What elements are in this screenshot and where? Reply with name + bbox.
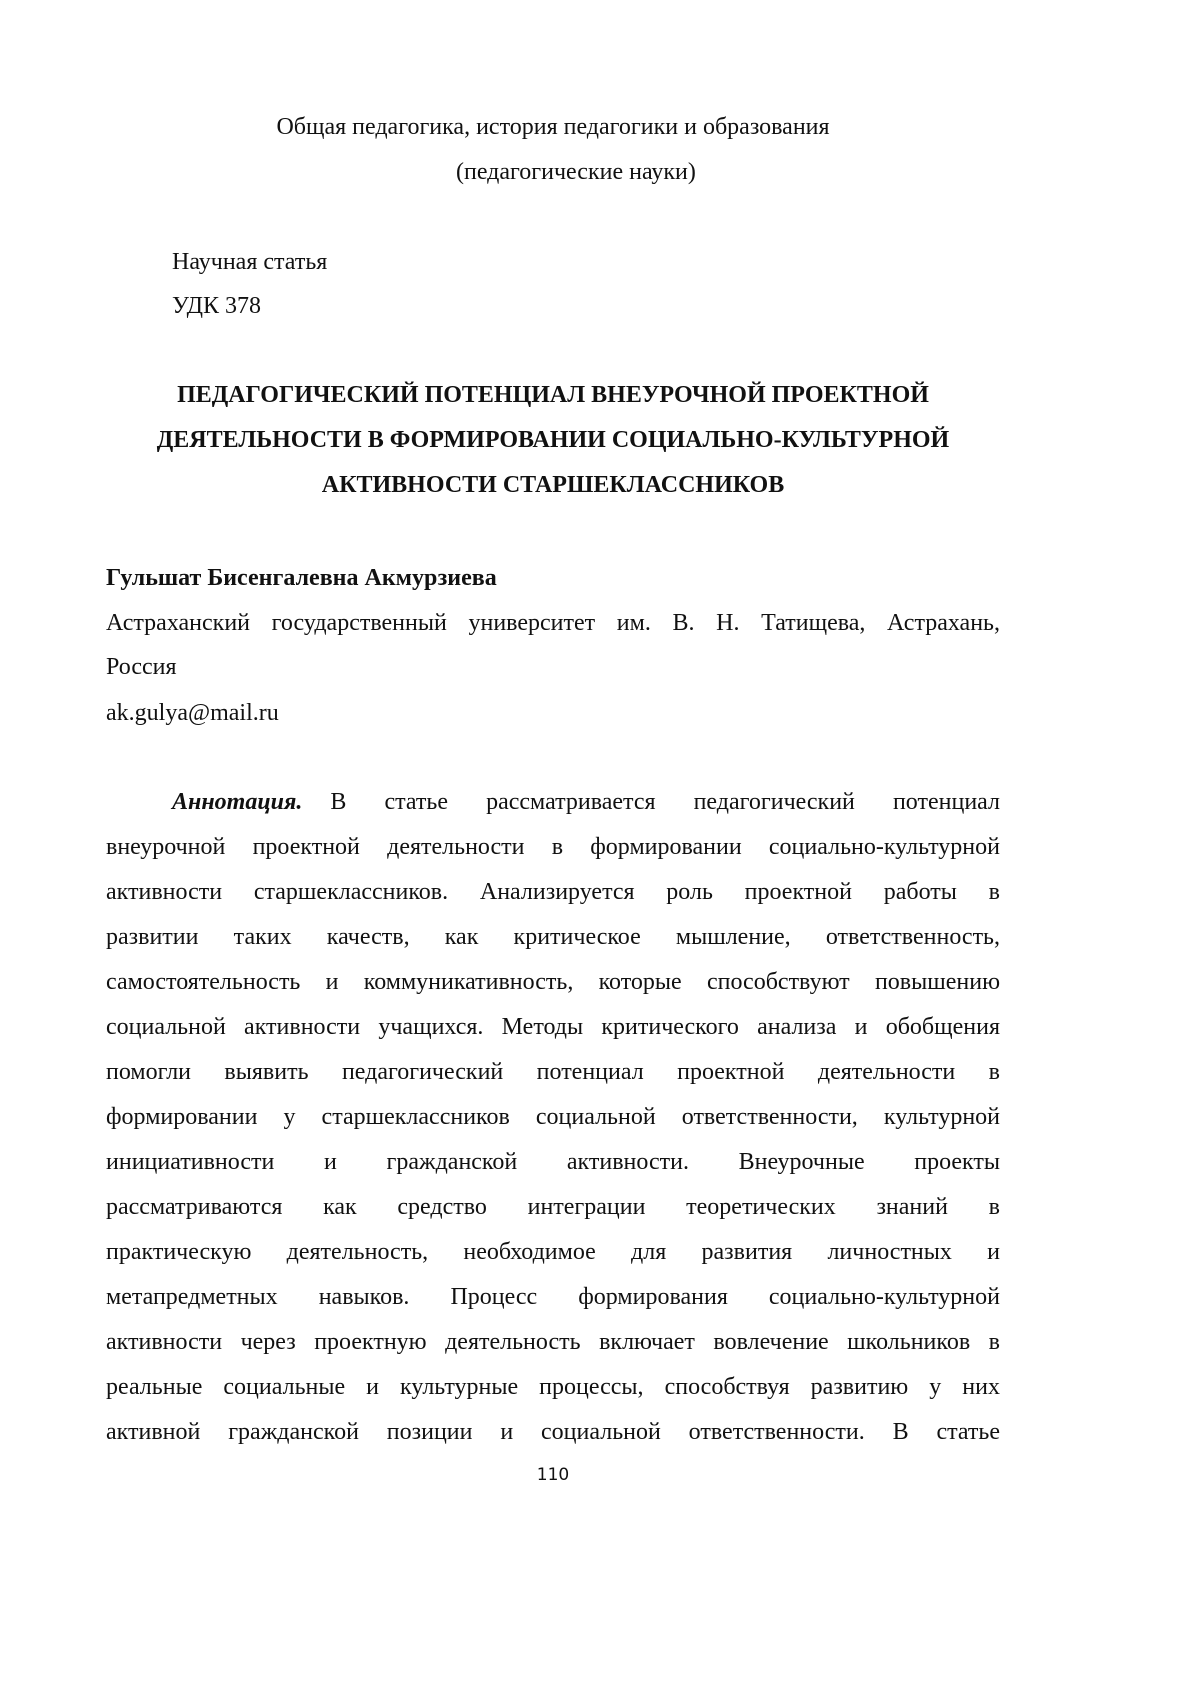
- abstract-line: социальной активности учащихся. Методы критического анализа и обобщения: [106, 1014, 1000, 1040]
- author-country: Россия: [106, 654, 177, 680]
- abstract-line: формировании у старшеклассников социальной ответственности, культурной: [106, 1104, 1000, 1130]
- abstract-line: помогли выявить педагогический потенциал проектной деятельности в: [106, 1059, 1000, 1085]
- article-title-line: АКТИВНОСТИ СТАРШЕКЛАССНИКОВ: [321, 472, 785, 498]
- author-affiliation: Астраханский государственный университет им. В. Н. Татищева, Астрахань,: [106, 610, 1000, 636]
- abstract-line: инициативности и гражданской активности. Внеурочные проекты: [106, 1149, 1000, 1175]
- author-name: Гульшат Бисенгалевна Акмурзиева: [106, 565, 497, 591]
- abstract-line: реальные социальные и культурные процессы, способствуя развитию у них: [106, 1374, 1000, 1400]
- article-type: Научная статья: [172, 249, 328, 275]
- abstract-line: рассматриваются как средство интеграции теоретических знаний в: [106, 1194, 1000, 1220]
- abstract-line: внеурочной проектной деятельности в формировании социально-культурной: [106, 834, 1000, 860]
- abstract-first-line: [172, 788, 1000, 816]
- article-title-line: ДЕЯТЕЛЬНОСТИ В ФОРМИРОВАНИИ СОЦИАЛЬНО-КУЛЬТУРНОЙ: [156, 427, 950, 453]
- abstract-line: практическую деятельность, необходимое для развития личностных и: [106, 1239, 1000, 1265]
- author-email: ak.gulya@mail.ru: [106, 700, 279, 726]
- abstract-label: Аннотация.: [172, 789, 303, 815]
- abstract-line: самостоятельность и коммуникативность, которые способствуют повышению: [106, 969, 1000, 995]
- page-number: 110: [536, 1465, 570, 1485]
- abstract-line: активности через проектную деятельность включает вовлечение школьников в: [106, 1329, 1000, 1355]
- abstract-line: развитии таких качеств, как критическое мышление, ответственность,: [106, 924, 1000, 950]
- abstract-line: активности старшеклассников. Анализируется роль проектной работы в: [106, 879, 1000, 905]
- abstract-text: В статье рассматривается педагогический потенциал: [330, 789, 1000, 815]
- abstract-line: активной гражданской позиции и социальной ответственности. В статье: [106, 1419, 1000, 1445]
- section-heading: Общая педагогика, история педагогики и образования: [276, 114, 830, 140]
- subsection-heading: (педагогические науки): [456, 159, 696, 185]
- abstract-line: метапредметных навыков. Процесс формирования социально-культурной: [106, 1284, 1000, 1310]
- article-title-line: ПЕДАГОГИЧЕСКИЙ ПОТЕНЦИАЛ ВНЕУРОЧНОЙ ПРОЕКТНОЙ: [177, 382, 929, 408]
- udc-code: УДК 378: [172, 293, 261, 319]
